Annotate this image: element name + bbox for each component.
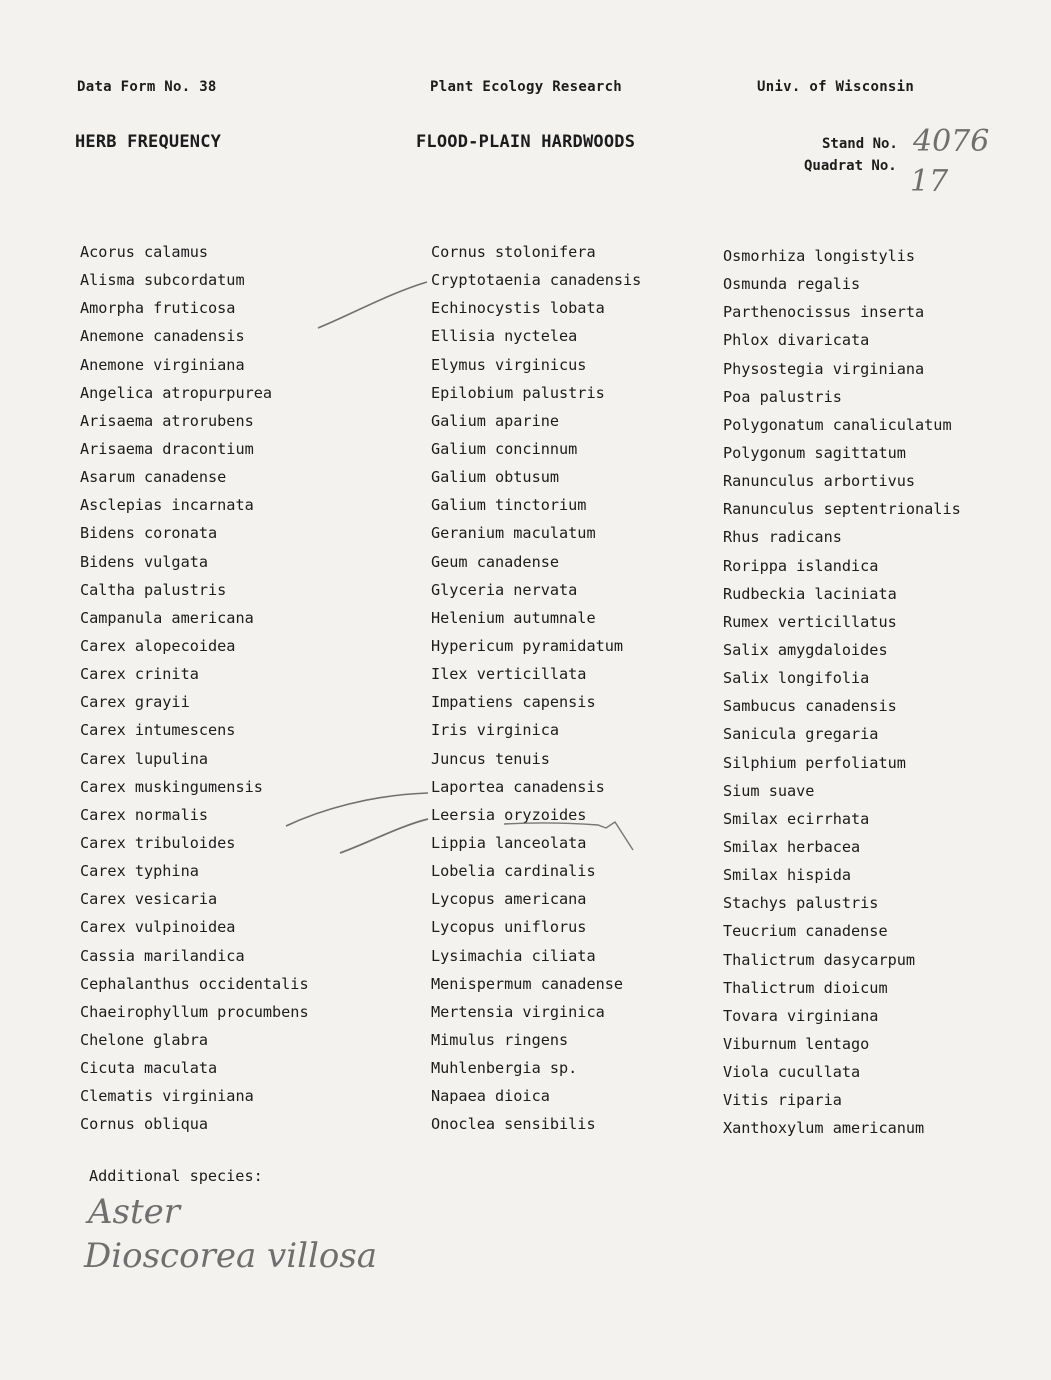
species-item: Cephalanthus occidentalis	[80, 974, 309, 993]
species-item: Rorippa islandica	[723, 556, 879, 575]
flood-plain-title: FLOOD-PLAIN HARDWOODS	[416, 132, 636, 152]
additional-species-handwritten-1: Aster	[88, 1192, 181, 1232]
pencil-mark-laportea	[286, 793, 428, 826]
species-item: Galium aparine	[431, 411, 560, 430]
species-item: Cassia marilandica	[80, 946, 245, 965]
pencil-mark-strike	[504, 822, 633, 850]
species-item: Onoclea sensibilis	[431, 1115, 596, 1134]
species-item: Bidens coronata	[80, 524, 218, 543]
species-item: Smilax herbacea	[723, 837, 861, 856]
species-item: Campanula americana	[80, 608, 254, 627]
research-title: Plant Ecology Research	[430, 79, 623, 95]
species-item: Lycopus americana	[431, 890, 587, 909]
species-item: Juncus tenuis	[431, 749, 550, 768]
species-item: Carex vulpinoidea	[80, 918, 236, 937]
species-item: Lycopus uniflorus	[431, 918, 587, 937]
species-item: Vitis riparia	[723, 1091, 842, 1110]
species-item: Napaea dioica	[431, 1087, 550, 1106]
species-item: Carex muskingumensis	[80, 777, 263, 796]
species-item: Anemone canadensis	[80, 327, 245, 346]
species-item: Mertensia virginica	[431, 1002, 605, 1021]
species-item: Menispermum canadense	[431, 974, 624, 993]
species-item: Rumex verticillatus	[723, 612, 897, 631]
species-item: Geum canadense	[431, 552, 560, 571]
species-item: Viburnum lentago	[723, 1034, 870, 1053]
species-item: Galium concinnum	[431, 439, 578, 458]
species-item: Echinocystis lobata	[431, 299, 605, 318]
species-item: Chelone glabra	[80, 1030, 209, 1049]
species-item: Lobelia cardinalis	[431, 862, 596, 881]
species-item: Laportea canadensis	[431, 777, 605, 796]
species-item: Elymus virginicus	[431, 355, 587, 374]
species-item: Arisaema dracontium	[80, 439, 254, 458]
pencil-mark-cryptotaenia	[318, 282, 427, 328]
species-item: Osmunda regalis	[723, 275, 861, 294]
species-item: Carex vesicaria	[80, 890, 218, 909]
quadrat-number-value: 17	[910, 164, 949, 199]
species-item: Carex grayii	[80, 693, 190, 712]
species-item: Galium tinctorium	[431, 496, 587, 515]
species-item: Tovara virginiana	[723, 1006, 879, 1025]
species-item: Sanicula gregaria	[723, 725, 879, 744]
species-item: Thalictrum dioicum	[723, 978, 888, 997]
species-item: Chaeirophyllum procumbens	[80, 1002, 309, 1021]
species-item: Cornus stolonifera	[431, 243, 596, 261]
pencil-mark-leersia	[340, 819, 428, 853]
species-item: Osmorhiza longistylis	[723, 247, 916, 265]
species-item: Ranunculus septentrionalis	[723, 500, 961, 519]
species-item: Salix amygdaloides	[723, 640, 888, 659]
species-item: Acorus calamus	[80, 243, 209, 261]
species-item: Thalictrum dasycarpum	[723, 950, 916, 969]
species-item: Carex lupulina	[80, 749, 209, 768]
species-item: Silphium perfoliatum	[723, 753, 906, 772]
species-item: Cicuta maculata	[80, 1059, 218, 1078]
species-item: Ellisia nyctelea	[431, 327, 578, 346]
species-item: Cornus obliqua	[80, 1115, 209, 1134]
species-item: Amorpha fruticosa	[80, 299, 236, 318]
species-item: Leersia oryzoides	[431, 805, 587, 824]
species-item: Impatiens capensis	[431, 693, 596, 712]
species-item: Anemone virginiana	[80, 355, 245, 374]
species-item: Asclepias incarnata	[80, 496, 254, 515]
species-item: Iris virginica	[431, 721, 560, 740]
species-item: Mimulus ringens	[431, 1030, 569, 1049]
university-name: Univ. of Wisconsin	[757, 79, 915, 95]
species-item: Bidens vulgata	[80, 552, 209, 571]
species-item: Physostegia virginiana	[723, 359, 925, 378]
species-item: Polygonum sagittatum	[723, 443, 906, 462]
species-item: Phlox divaricata	[723, 331, 870, 350]
species-item: Asarum canadense	[80, 468, 227, 487]
additional-species-label: Additional species:	[89, 1167, 263, 1185]
species-item: Clematis virginiana	[80, 1087, 254, 1106]
species-item: Carex crinita	[80, 665, 199, 684]
species-item: Carex tribuloides	[80, 833, 236, 852]
species-item: Hypericum pyramidatum	[431, 636, 624, 655]
species-item: Helenium autumnale	[431, 608, 596, 627]
species-item: Epilobium palustris	[431, 383, 605, 402]
species-item: Ranunculus arbortivus	[723, 472, 916, 491]
species-item: Xanthoxylum americanum	[723, 1119, 925, 1138]
species-item: Alisma subcordatum	[80, 271, 245, 290]
species-item: Poa palustris	[723, 387, 842, 406]
species-item: Polygonatum canaliculatum	[723, 415, 952, 434]
species-item: Viola cucullata	[723, 1063, 861, 1082]
species-item: Lysimachia ciliata	[431, 946, 596, 965]
species-item: Carex typhina	[80, 862, 199, 881]
quadrat-number-label: Quadrat No.	[804, 158, 897, 174]
species-item: Caltha palustris	[80, 580, 227, 599]
species-item: Angelica atropurpurea	[80, 383, 273, 402]
species-item: Carex intumescens	[80, 721, 236, 740]
form-number: Data Form No. 38	[77, 79, 217, 95]
stand-number-label: Stand No.	[822, 136, 898, 152]
species-item: Galium obtusum	[431, 468, 560, 487]
species-item: Sium suave	[723, 781, 815, 800]
species-item: Carex alopecoidea	[80, 636, 236, 655]
stand-number-value: 4076	[913, 124, 990, 159]
species-item: Muhlenbergia sp.	[431, 1059, 578, 1078]
species-item: Cryptotaenia canadensis	[431, 271, 642, 290]
species-item: Glyceria nervata	[431, 580, 578, 599]
species-item: Smilax hispida	[723, 866, 852, 885]
species-item: Rhus radicans	[723, 528, 842, 547]
additional-species-handwritten-2: Dioscorea villosa	[84, 1236, 378, 1276]
species-item: Ilex verticillata	[431, 665, 587, 684]
species-item: Stachys palustris	[723, 894, 879, 913]
species-item: Parthenocissus inserta	[723, 303, 925, 322]
species-item: Arisaema atrorubens	[80, 411, 254, 430]
species-item: Sambucus canadensis	[723, 697, 897, 716]
species-item: Smilax ecirrhata	[723, 809, 870, 828]
species-item: Teucrium canadense	[723, 922, 888, 941]
species-item: Lippia lanceolata	[431, 833, 587, 852]
species-item: Rudbeckia laciniata	[723, 584, 897, 603]
species-item: Geranium maculatum	[431, 524, 596, 543]
species-item: Salix longifolia	[723, 669, 870, 688]
herb-frequency-title: HERB FREQUENCY	[75, 132, 222, 152]
species-item: Carex normalis	[80, 805, 209, 824]
